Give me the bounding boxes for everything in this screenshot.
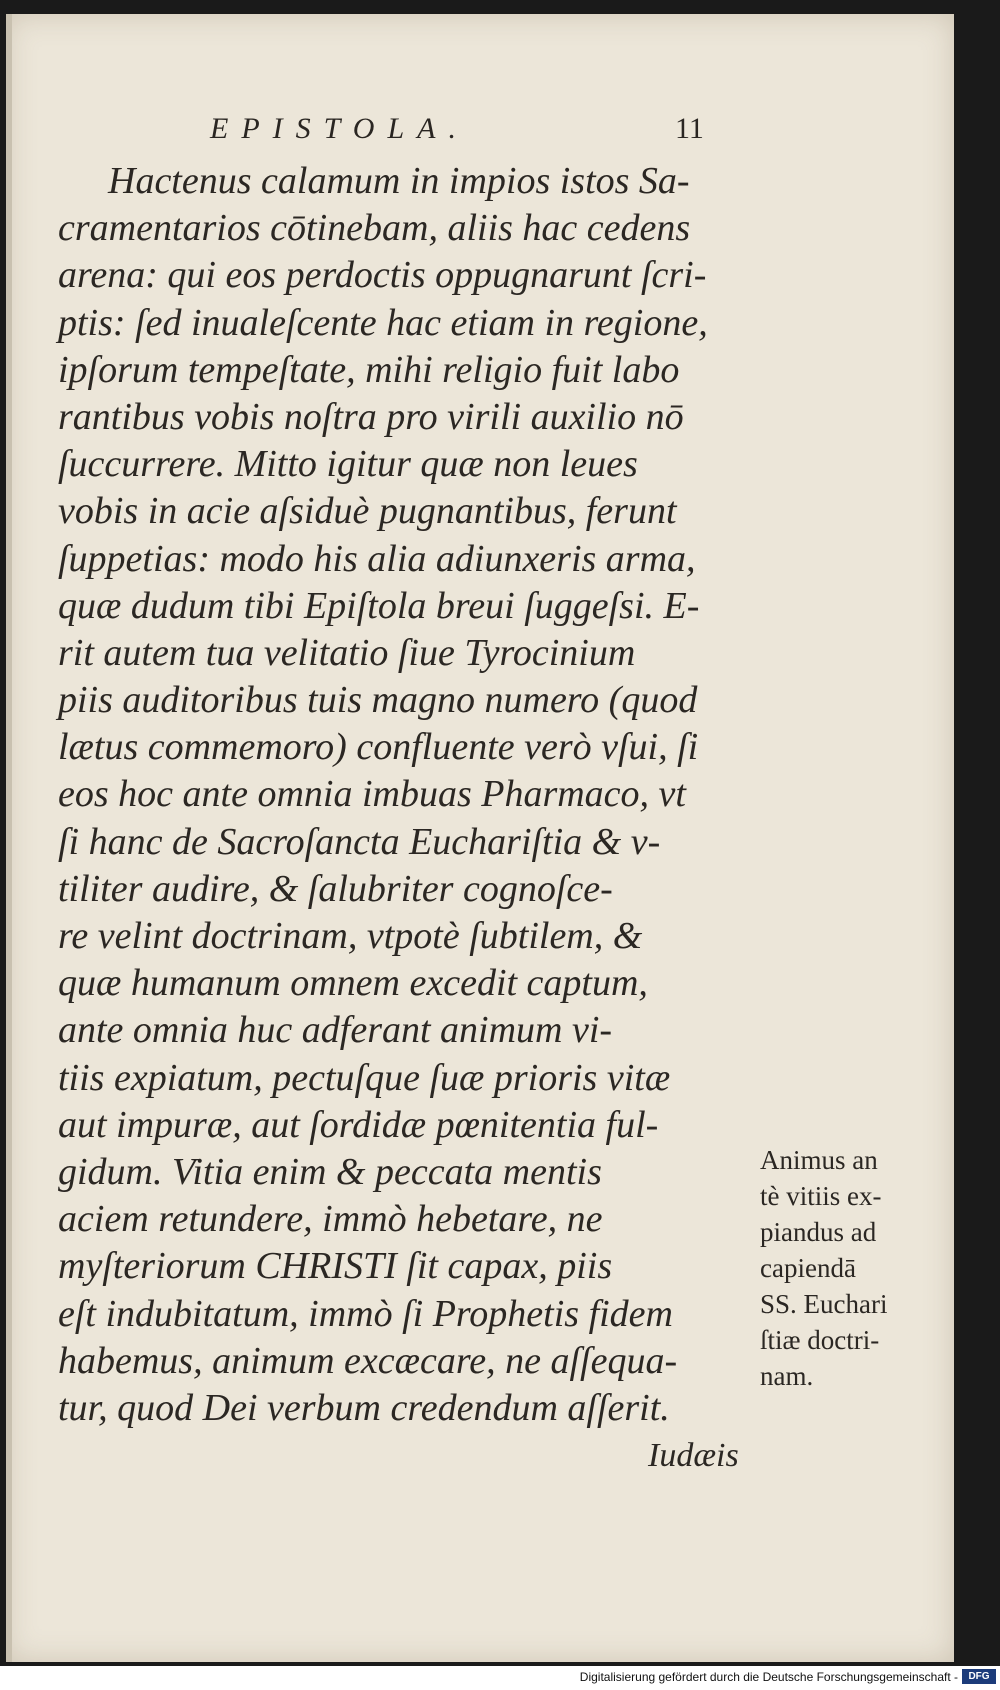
text-line: aut impuræ, aut ſordidæ pœnitentia ful- (58, 1103, 659, 1146)
text-line: tur, quod Dei verbum credendum aſſerit. (58, 1386, 670, 1429)
text-line: quæ dudum tibi Epiſtola breui ſuggeſsi. E- (58, 584, 700, 627)
text-line: tiliter audire, & ſalubriter cognoſce- (58, 867, 613, 910)
text-line: tiis expiatum, pectuſque ſuæ prioris vitæ (58, 1056, 671, 1099)
marginal-note-line: capiendā (760, 1253, 856, 1283)
text-line: gidum. Vitia enim & peccata mentis (58, 1150, 602, 1193)
marginal-note-line: ſtiæ doctri- (760, 1325, 880, 1355)
text-line: habemus, animum excæcare, ne aſſequa- (58, 1339, 678, 1382)
body-text (58, 158, 744, 1479)
text-line: ipſorum tempeſtate, mihi religio fuit labo (58, 348, 680, 391)
marginal-note (760, 1142, 930, 1394)
text-line: eos hoc ante omnia imbuas Pharmaco, vt (58, 773, 686, 816)
page-edge (6, 14, 12, 1662)
marginal-note-line: SS. Euchari (760, 1289, 888, 1319)
text-line: rantibus vobis noſtra pro virili auxilio nō (58, 395, 684, 438)
catchword: Iudæis (648, 1437, 739, 1475)
page-number: 11 (675, 112, 704, 145)
marginal-note-line: tè vitiis ex- (760, 1181, 882, 1211)
running-head: EPISTOLA. (210, 112, 469, 145)
text-line: arena: qui eos perdoctis oppugnarunt ſcri- (58, 254, 707, 297)
text-line: re velint doctrinam, vtpotè ſubtilem, & (58, 915, 643, 957)
marginal-note-line: nam. (760, 1361, 814, 1391)
text-line: aciem retundere, immò hebetare, ne (58, 1198, 603, 1241)
text-line: ſuccurrere. Mitto igitur quæ non leues (58, 443, 638, 486)
text-line: ptis: ſed inualeſcente hac etiam in regione, (58, 301, 708, 344)
text-line: myſteriorum CHRISTI ſit capax, piis (58, 1245, 613, 1288)
marginal-note-line: Animus an (760, 1145, 878, 1175)
text-line: ſuppetias: modo his alia adiunxeris arma, (58, 537, 696, 580)
text-line: piis auditoribus tuis magno numero (quod (58, 679, 698, 722)
text-line: lætus commemoro) confluente verò vſui, ſi (58, 726, 699, 769)
text-line: ſi hanc de Sacroſancta Euchariſtia & v- (58, 820, 661, 863)
dfg-logo-icon: DFG (962, 1669, 996, 1684)
text-line: ante omnia huc adferant animum vi- (58, 1009, 613, 1052)
text-line: vobis in acie aſsiduè pugnantibus, ferunt (58, 490, 677, 533)
digitization-credit: Digitalisierung gefördert durch die Deutsche Forschungsgemeinschaft - (579, 1670, 958, 1684)
text-line: eſt indubitatum, immò ſi Prophetis fidem (58, 1292, 673, 1335)
text-line: cramentarios cōtinebam, aliis hac cedens (58, 207, 691, 250)
marginal-note-line: piandus ad (760, 1217, 877, 1247)
page-header (210, 112, 710, 148)
text-line: Hactenus calamum in impios istos Sa- (108, 160, 690, 202)
text-line: rit autem tua velitatio ſiue Tyrocinium (58, 631, 636, 674)
text-line: quæ humanum omnem excedit captum, (58, 962, 648, 1005)
footer-bar (0, 1666, 1000, 1690)
